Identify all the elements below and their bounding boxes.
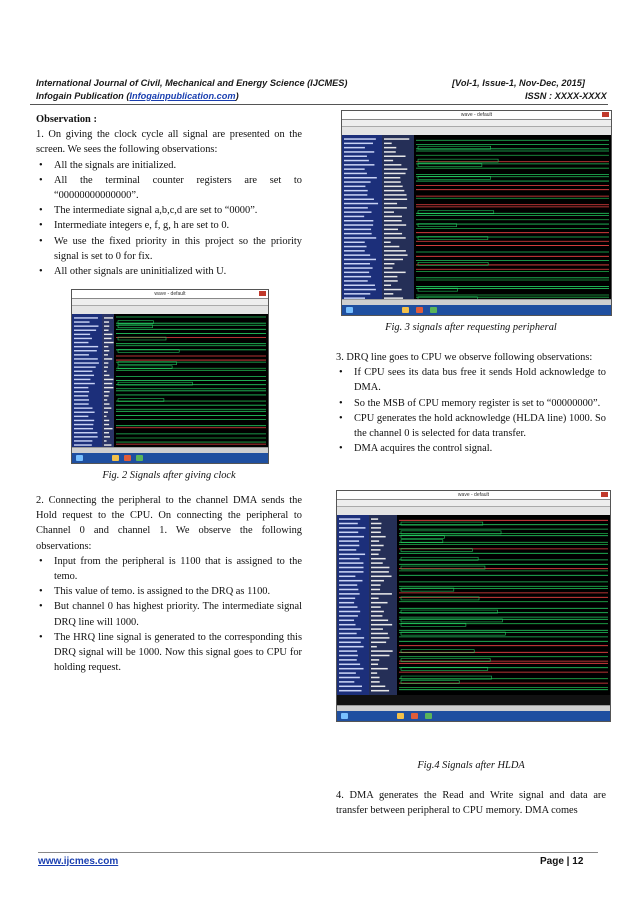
list-item: • All the terminal counter registers are set to “00000000000000”. <box>39 174 302 202</box>
fig3-screenshot <box>341 110 612 316</box>
list-item: • We use the fixed priority in this project so the priority signal is set to 0 for fix. <box>39 235 302 262</box>
list-item: • Input from the peripheral is 1100 that is assigned to the temo. <box>39 555 302 583</box>
page-number: Page | 12 <box>540 856 584 867</box>
window-controls <box>246 291 266 296</box>
site-link[interactable]: www.ijcmes.com <box>38 856 119 867</box>
start-icon <box>346 307 353 313</box>
fig4-caption: Fig.4 Signals after HLDA <box>417 760 525 771</box>
windows-taskbar <box>337 711 610 721</box>
bullet-list-1 <box>36 158 302 280</box>
start-icon <box>341 713 348 719</box>
app-icon <box>136 455 143 461</box>
bullet-list-2 <box>36 554 302 676</box>
publisher-suffix: ) <box>235 91 239 101</box>
paragraph-4: 4. DMA generates the Read and Write signal and data are transfer between peripheral to CPU memory. DMA comes <box>336 790 606 817</box>
folder-icon <box>402 307 409 313</box>
app-icon <box>124 455 131 461</box>
list-item: • All other signals are uninitialized with U. <box>39 266 227 278</box>
app-icon <box>425 713 432 719</box>
bullet-list-3 <box>336 365 606 456</box>
paragraph-3: 3. DRQ line goes to CPU we observe following observations: <box>336 352 593 363</box>
app-icon <box>411 713 418 719</box>
fig2-screenshot <box>71 289 269 464</box>
list-item: • CPU generates the hold acknowledge (HLDA line) 1000. So the channel 0 is selected for data transfer. <box>339 412 606 440</box>
publisher-link[interactable]: Infogainpublication.com <box>129 91 236 101</box>
list-item: • The HRQ line signal is generated to the corresponding this DRQ signal will be 1000. Now this signal goes to CPU for holding request. <box>39 631 302 674</box>
folder-icon <box>397 713 404 719</box>
window-title: wave - default <box>460 112 493 118</box>
list-item: • Intermediate integers e, f, g, h are set to 0. <box>39 220 230 232</box>
fig2-waveform <box>72 314 268 450</box>
list-item: • The intermediate signal a,b,c,d are set to “0000”. <box>39 205 258 217</box>
issn: ISSN : XXXX-XXXX <box>525 91 607 101</box>
window-menubar <box>72 299 268 306</box>
window-menubar <box>342 120 611 127</box>
window-controls <box>588 492 608 497</box>
volume-info: [Vol-1, Issue-1, Nov-Dec, 2015] <box>452 78 585 88</box>
list-item: • So the MSB of CPU memory register is set to “00000000”. <box>339 397 601 409</box>
fig3-caption: Fig. 3 signals after requesting peripheral <box>385 322 557 333</box>
right-column-bottom <box>336 788 606 818</box>
windows-taskbar <box>72 453 268 463</box>
fig4-screenshot <box>336 490 611 722</box>
window-titlebar <box>337 491 610 500</box>
left-column-top <box>36 112 302 279</box>
footer-site <box>38 856 118 867</box>
window-titlebar <box>342 111 611 120</box>
left-column-bottom <box>36 493 302 675</box>
window-controls <box>589 112 609 117</box>
fig2-caption: Fig. 2 Signals after giving clock <box>102 470 236 481</box>
right-column-middle <box>336 350 606 456</box>
window-title: wave - default <box>457 492 490 498</box>
list-item: • All the signals are initialized. <box>39 159 177 171</box>
window-titlebar <box>72 290 268 299</box>
journal-title: International Journal of Civil, Mechanical and Energy Science (IJCMES) <box>36 78 348 88</box>
fig3-waveform <box>342 135 611 302</box>
window-title: wave - default <box>154 291 186 297</box>
footer-divider <box>38 852 598 853</box>
fig4-waveform <box>337 515 610 708</box>
folder-icon <box>112 455 119 461</box>
start-icon <box>76 455 83 461</box>
window-menubar <box>337 500 610 507</box>
app-icon <box>416 307 423 313</box>
list-item: • DMA acquires the control signal. <box>339 443 493 455</box>
paragraph-2: 2. Connecting the peripheral to the channel DMA sends the Hold request to the CPU. On connecting the peripheral to Channel 0 and channel 1. We observe the following observations: <box>36 495 302 552</box>
list-item: • This value of temo. is assigned to the DRQ as 1100. <box>39 586 271 598</box>
observation-heading: Observation : <box>36 114 97 125</box>
list-item: • If CPU sees its data bus free it sends Hold acknowledge to DMA. <box>339 367 606 394</box>
header-divider <box>30 104 608 105</box>
windows-taskbar <box>342 305 611 315</box>
app-icon <box>430 307 437 313</box>
publisher-line <box>36 91 239 101</box>
list-item: • But channel 0 has highest priority. The intermediate signal DRQ line will 1000. <box>39 601 302 628</box>
intro-paragraph: 1. On giving the clock cycle all signal are presented on the screen. We sees the following observations: <box>36 129 302 156</box>
publisher-prefix: Infogain Publication ( <box>36 91 130 101</box>
